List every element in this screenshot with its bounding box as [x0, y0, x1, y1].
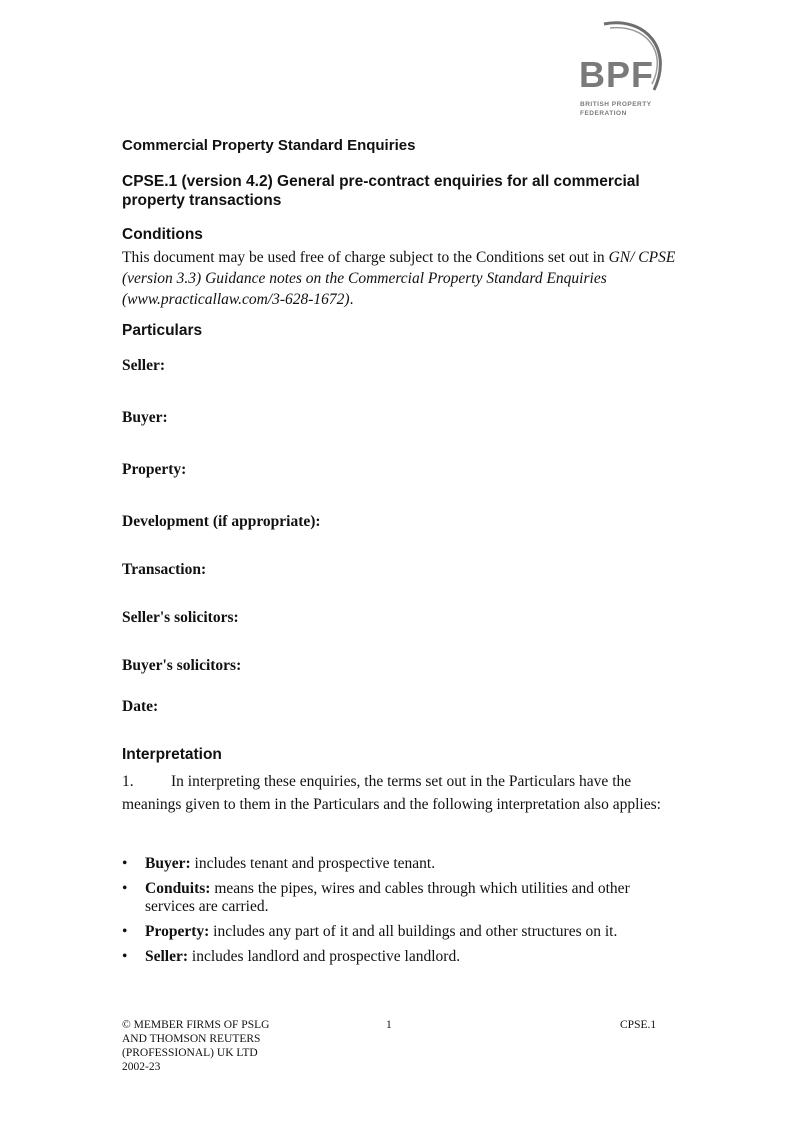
conditions-title: Conditions	[122, 226, 203, 243]
bpf-logo	[574, 18, 674, 128]
logo-line-2: FEDERATION	[580, 110, 627, 117]
field-transaction: Transaction:	[122, 561, 207, 578]
document-subheading: CPSE.1 (version 4.2) General pre-contract enquiries for all commercial property transactions	[122, 173, 640, 209]
definition-item	[122, 880, 682, 916]
footer-copyright-line: 2002-23	[122, 1061, 161, 1073]
field-buyer: Buyer:	[122, 409, 168, 426]
conditions-text	[122, 247, 677, 310]
bullet: •	[122, 880, 128, 897]
field-buyers-solicitors: Buyer's solicitors:	[122, 657, 242, 674]
footer-copyright	[122, 1018, 322, 1074]
bullet: •	[122, 923, 128, 940]
field-date: Date:	[122, 698, 159, 715]
paragraph-text: In interpreting these enquiries, the terms set out in the Particulars have the meanings given to them in the Particulars and the following interpretation also applies:	[122, 773, 661, 813]
definition-term: Conduits:	[145, 880, 211, 897]
definition-term: Buyer:	[145, 855, 191, 872]
page-number: 1	[386, 1019, 392, 1031]
definition-text: means the pipes, wires and cables through which utilities and other services are carried.	[145, 880, 630, 915]
footer-copyright-line: (PROFESSIONAL) UK LTD	[122, 1047, 258, 1059]
footer-copyright-line: AND THOMSON REUTERS	[122, 1033, 261, 1045]
definition-term: Property:	[145, 923, 210, 940]
field-property: Property:	[122, 461, 187, 478]
interpretation-paragraph	[122, 770, 682, 816]
field-sellers-solicitors: Seller's solicitors:	[122, 609, 239, 626]
definition-item	[122, 923, 682, 941]
logo-line-1: BRITISH PROPERTY	[580, 101, 652, 108]
logo-subtitle	[580, 100, 652, 118]
definition-text: includes tenant and prospective tenant.	[190, 855, 436, 872]
footer-doc-code: CPSE.1	[620, 1019, 657, 1031]
definition-term: Seller:	[145, 948, 189, 965]
conditions-plain: This document may be used free of charge subject to the Conditions set out in	[122, 249, 609, 266]
definition-item	[122, 948, 682, 966]
particulars-title: Particulars	[122, 322, 203, 339]
field-development: Development (if appropriate):	[122, 513, 321, 530]
definition-item	[122, 855, 682, 873]
bullet: •	[122, 855, 128, 872]
conditions-guidance-ref: GN/ CPSE (version 3.3) Guidance notes on the Commercial Property Standard Enquiries (www.practicallaw.com/3-628-1672)	[122, 249, 676, 308]
conditions-end: .	[349, 291, 354, 308]
logo-name: BPF	[579, 54, 654, 95]
bullet: •	[122, 948, 128, 965]
footer-copyright-line: © MEMBER FIRMS OF PSLG	[122, 1019, 270, 1031]
definitions-list	[122, 855, 682, 973]
interpretation-title: Interpretation	[122, 746, 222, 763]
paragraph-number: 1.	[122, 773, 134, 790]
definition-text: includes any part of it and all buildings and other structures on it.	[209, 923, 618, 940]
definition-text: includes landlord and prospective landlord.	[188, 948, 461, 965]
field-seller: Seller:	[122, 357, 166, 374]
document-heading: Commercial Property Standard Enquiries	[122, 137, 416, 154]
